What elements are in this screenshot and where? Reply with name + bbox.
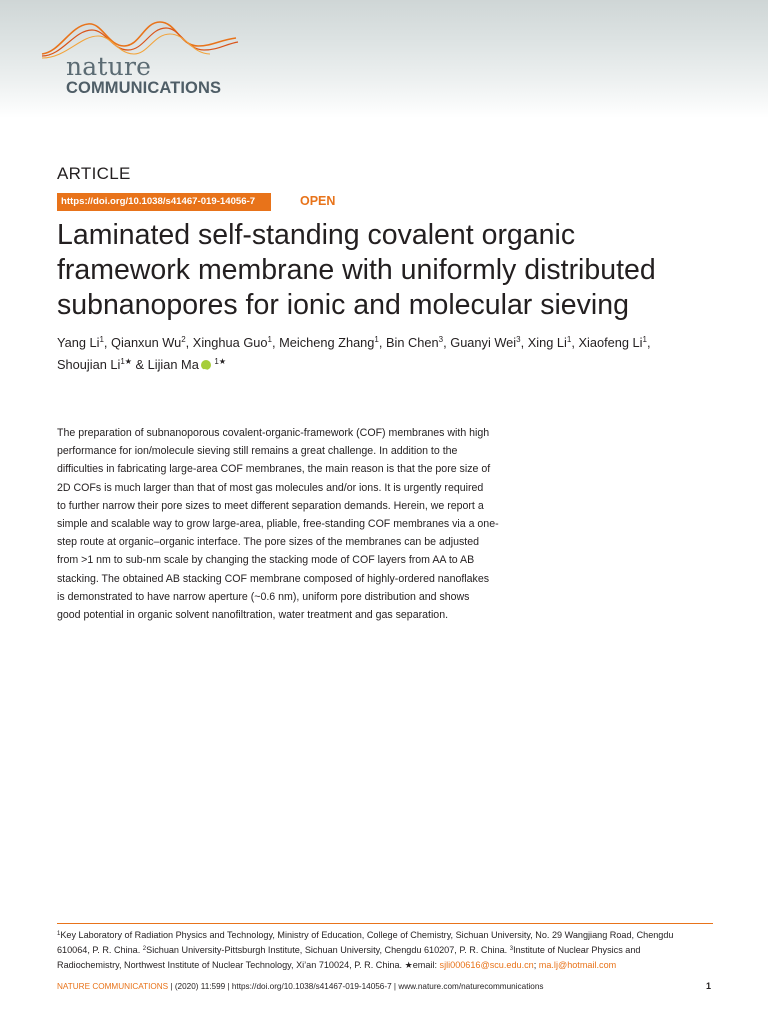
doi-link[interactable]: https://doi.org/10.1038/s41467-019-14056-7 (57, 193, 271, 211)
title-line: subnanopores for ionic and molecular sieving (57, 289, 629, 321)
logo-wordmark-communications: COMMUNICATIONS (66, 79, 222, 97)
abstract-line: The preparation of subnanoporous covalent-organic-framework (COF) membranes with high (57, 427, 490, 439)
author-separator: , (103, 335, 112, 350)
author-line (57, 332, 717, 354)
logo-wordmark-nature: nature (66, 52, 152, 81)
author-separator: & (131, 357, 148, 372)
author-affiliation: 1 (99, 335, 104, 344)
author-affiliation: 1 (566, 335, 572, 344)
author-name[interactable]: Xing Li (527, 335, 567, 350)
email-link-1[interactable]: sjli000616@scu.edu.cn (439, 960, 534, 970)
abstract-line: from >1 nm to sub-nm scale by changing the stacking mode of COF layers from AA to AB (57, 554, 475, 567)
page-footer (57, 982, 713, 991)
author-separator: , (520, 335, 528, 350)
abstract-line: step route at organic–organic interface. The pore sizes of the membranes can be adjusted (57, 536, 480, 549)
abstract-line: to further narrow their pore sizes to meet different separation demands. Herein, we report a (57, 499, 484, 512)
journal-logo[interactable] (40, 16, 240, 106)
journal-banner (0, 0, 768, 118)
affiliation-3-end: Radiochemistry, Northwest Institute of Nuclear Technology, Xi’an 710024, P. R. China. (57, 960, 405, 970)
footnote-line (57, 958, 717, 973)
footer-journal-name[interactable]: NATURE COMMUNICATIONS (57, 982, 169, 991)
author-affiliation: 1★ (120, 357, 132, 366)
author-name[interactable]: Meicheng Zhang (279, 335, 375, 350)
author-name[interactable]: Xinghua Guo (192, 335, 268, 350)
author-affiliation: 1★ (214, 357, 227, 366)
article-title (57, 218, 737, 323)
affiliation-1-end: 610064, P. R. China. (57, 945, 143, 955)
author-affiliation: 1 (267, 335, 272, 344)
affiliation-2: Sichuan University-Pittsburgh Institute, Sichuan University, Chengdu 610207, P. R. China. (146, 945, 510, 955)
abstract-line: stacking. The obtained AB stacking COF membrane composed of highly-ordered nanoflakes (57, 572, 490, 585)
email-link-2[interactable]: ma.lj@hotmail.com (538, 960, 617, 970)
abstract-line: difficulties in fabricating large-area COF membranes, the main reason is that the pore size of (57, 463, 491, 476)
email-label: ★email: (404, 960, 440, 970)
author-name[interactable]: Guanyi Wei (450, 335, 517, 350)
abstract-line: is demonstrated to have narrow aperture (~0.6 nm), uniform pore distribution and shows (57, 590, 470, 603)
orcid-icon[interactable] (201, 360, 211, 370)
author-affiliation: 1 (374, 335, 379, 344)
author-name[interactable]: Yang Li (57, 335, 100, 350)
abstract (57, 424, 527, 624)
email-separator: ; (533, 960, 539, 970)
author-affiliation: 3 (438, 335, 444, 344)
author-affiliation: 3 (516, 335, 521, 344)
author-separator: , (571, 335, 579, 350)
page-number: 1 (706, 981, 712, 991)
author-line (57, 354, 717, 376)
footnote-line: 610064, P. R. China. $^2$Sichuan University-Pittsburgh Institute, Sichuan University, Chengdu 610207, P. R. China. $^3$Institute of Nuclear Physics and (57, 945, 641, 955)
author-affiliation: 1 (642, 335, 647, 344)
author-separator: , (443, 335, 451, 350)
abstract-line: good potential in organic solvent nanofiltration, water treatment and gas separation. (57, 609, 449, 622)
open-access-label: OPEN (300, 194, 336, 208)
abstract-line: simple and scalable way to grow large-area, pliable, free-standing COF membranes via a one- (57, 518, 499, 531)
footnote-line: $^1$Key Laboratory of Radiation Physics and Technology, Ministry of Education, College of Chemistry, Sichuan University, No. 29 Wangjiang Road, Chengdu (57, 930, 674, 940)
affiliation-1: Key Laboratory of Radiation Physics and Technology, Ministry of Education, College of Chemistry, Sichuan University, No. 29 Wangjiang Road, Chengdu (60, 930, 674, 940)
title-line: framework membrane with uniformly distributed (57, 254, 656, 286)
abstract-line: performance for ion/molecule sieving still remains a great challenge. In addition to the (57, 445, 458, 458)
abstract-line: 2D COFs is much larger than that of most gas molecules and/or ions. It is urgently required (57, 481, 484, 494)
author-separator: , (271, 335, 280, 350)
footer-citation[interactable]: | (2020) 11:599 | https://doi.org/10.1038/s41467-019-14056-7 | www.nature.com/naturecommunications (168, 982, 544, 991)
author-name[interactable]: Bin Chen (386, 335, 439, 350)
author-separator: , (378, 335, 386, 350)
author-name[interactable]: Lijian Ma (147, 357, 199, 372)
author-list (57, 332, 717, 376)
affiliation-3: Institute of Nuclear Physics and (513, 945, 641, 955)
author-separator: , (646, 335, 651, 350)
author-separator: , (185, 335, 193, 350)
author-name[interactable]: Qianxun Wu (111, 335, 182, 350)
title-line: Laminated self-standing covalent organic (57, 219, 576, 251)
author-name[interactable]: Shoujian Li (57, 357, 121, 372)
article-type-label: ARTICLE (57, 164, 131, 183)
author-name[interactable]: Xiaofeng Li (578, 335, 643, 350)
affiliations-footnote (57, 928, 717, 973)
footnote-divider (57, 923, 713, 924)
author-affiliation: 2 (181, 335, 186, 344)
